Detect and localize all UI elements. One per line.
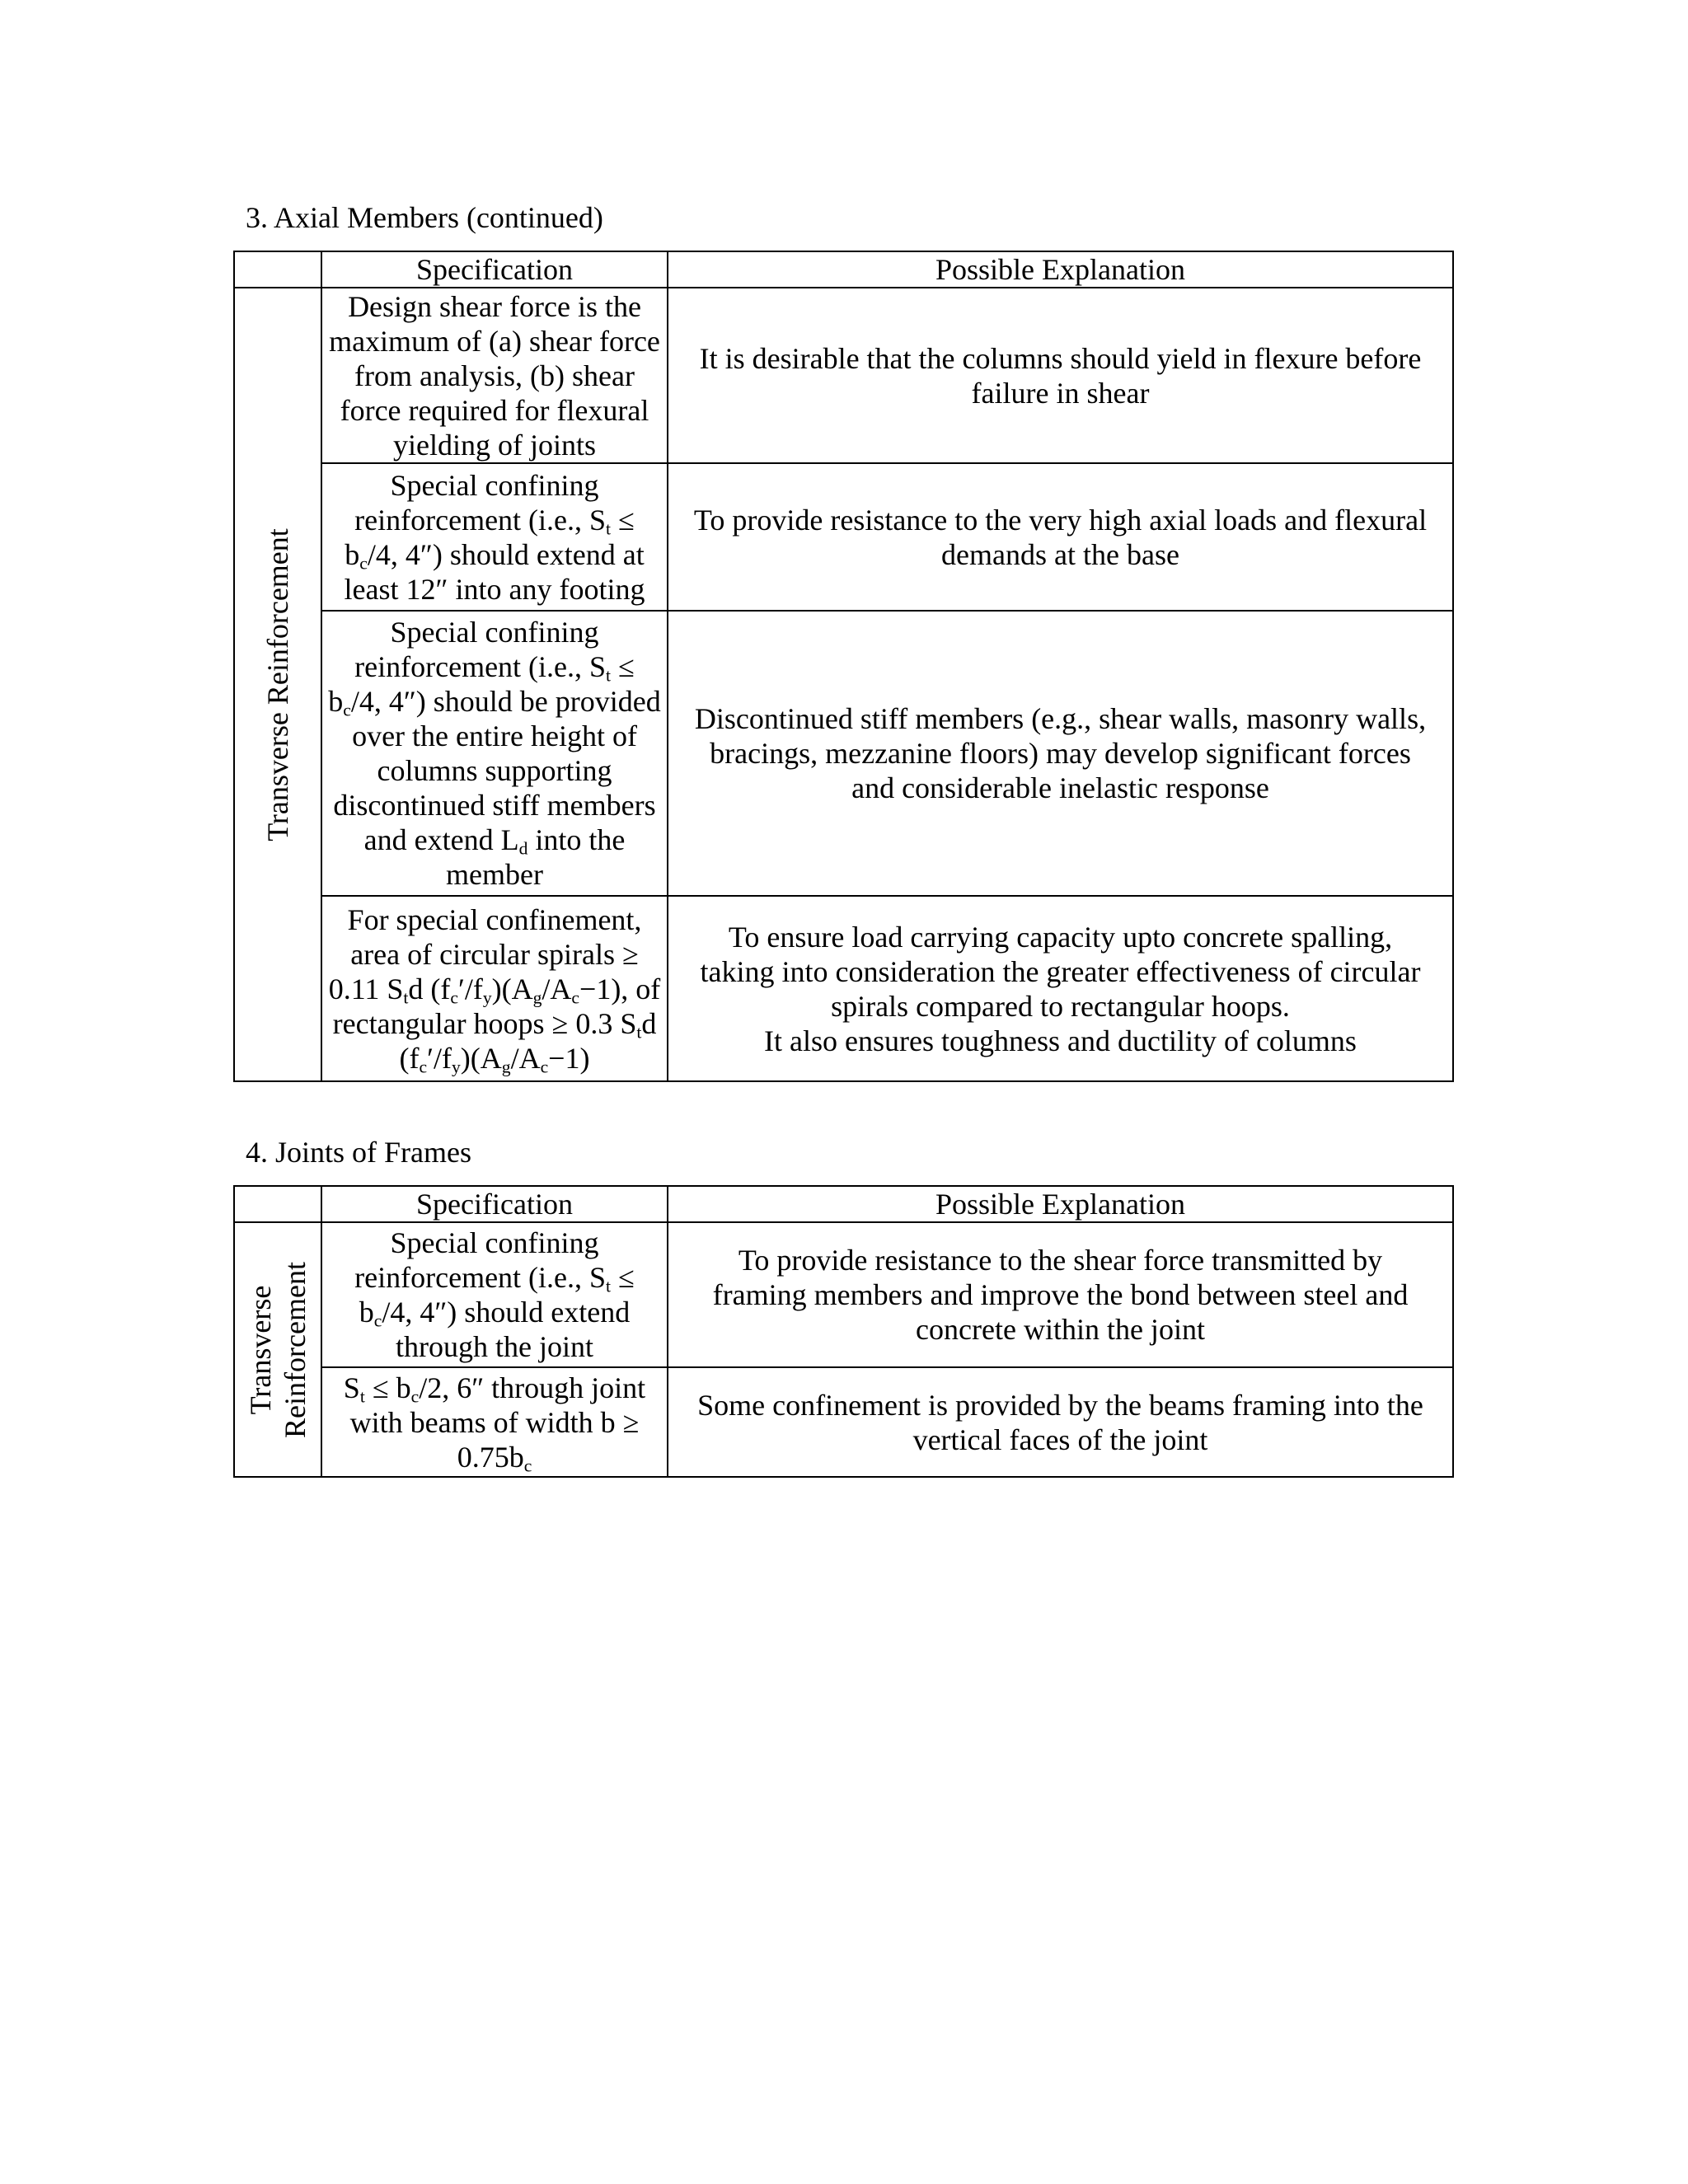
table-row [234,896,1453,1081]
explanation-cell: Discontinued stiff members (e.g., shear walls, masonry walls, bracings, mezzanine floors) may develop significant forces and considerable inelastic response [668,611,1453,896]
table-row [234,463,1453,611]
specification-cell: For special confinement, area of circular spirals ≥ 0.11 $S_td$ $(f_c'/f_y)(A_g/A_c-1)$, of rectangular hoops ≥ 0.3 $S_td$ $(f_c'/f_y)(A_g/A_c-1)$ [321,896,668,1081]
header-blank-cell [234,251,321,288]
section-3-heading: 3. Axial Members (continued) [246,201,603,234]
header-specification: Specification [321,251,668,288]
specification-cell: Special confining reinforcement (i.e., $S_t \le b_c/4$, 4″) should be provided over the entire height of columns supporting discontinued stiff members and extend $L_d$ into the member [321,611,668,896]
specification-cell: Special confining reinforcement (i.e., $S_t \le b_c/4$, 4″) should extend through the joint [321,1222,668,1367]
specification-cell: Design shear force is the maximum of (a) shear force from analysis, (b) shear force required for flexural yielding of joints [321,288,668,463]
explanation-cell: Some confinement is provided by the beams framing into the vertical faces of the joint [668,1367,1453,1477]
table-header-row [234,251,1453,288]
explanation-cell: To ensure load carrying capacity upto concrete spalling, taking into consideration the greater effectiveness of circular spirals compared to rectangular hoops. It also ensures toughness and ductility of columns [668,896,1453,1081]
table-row [234,1367,1453,1477]
header-possible-explanation: Possible Explanation [668,1186,1453,1222]
joints-of-frames-table [233,1185,1454,1478]
explanation-cell: It is desirable that the columns should yield in flexure before failure in shear [668,288,1453,463]
axial-members-table [233,251,1454,1082]
header-specification: Specification [321,1186,668,1222]
explanation-cell: To provide resistance to the very high axial loads and flexural demands at the base [668,463,1453,611]
row-group-label-cell [234,288,321,1081]
table-row [234,611,1453,896]
table-header-row [234,1186,1453,1222]
header-blank-cell [234,1186,321,1222]
section-4-heading: 4. Joints of Frames [246,1136,471,1169]
specification-cell: Special confining reinforcement (i.e., $S_t \le b_c/4$, 4″) should extend at least 12″ into any footing [321,463,668,611]
table-row [234,288,1453,463]
header-possible-explanation: Possible Explanation [668,251,1453,288]
row-group-label: Transverse Reinforcement [261,527,294,841]
explanation-cell: To provide resistance to the shear force transmitted by framing members and improve the bond between steel and concrete within the joint [668,1222,1453,1367]
row-group-label: Transverse Reinforcement [244,1261,312,1438]
row-group-label-cell [234,1222,321,1477]
specification-cell: $S_t \le b_c/2$, 6″ through joint with beams of width $b \ge 0.75b_c$ [321,1367,668,1477]
table-row [234,1222,1453,1367]
